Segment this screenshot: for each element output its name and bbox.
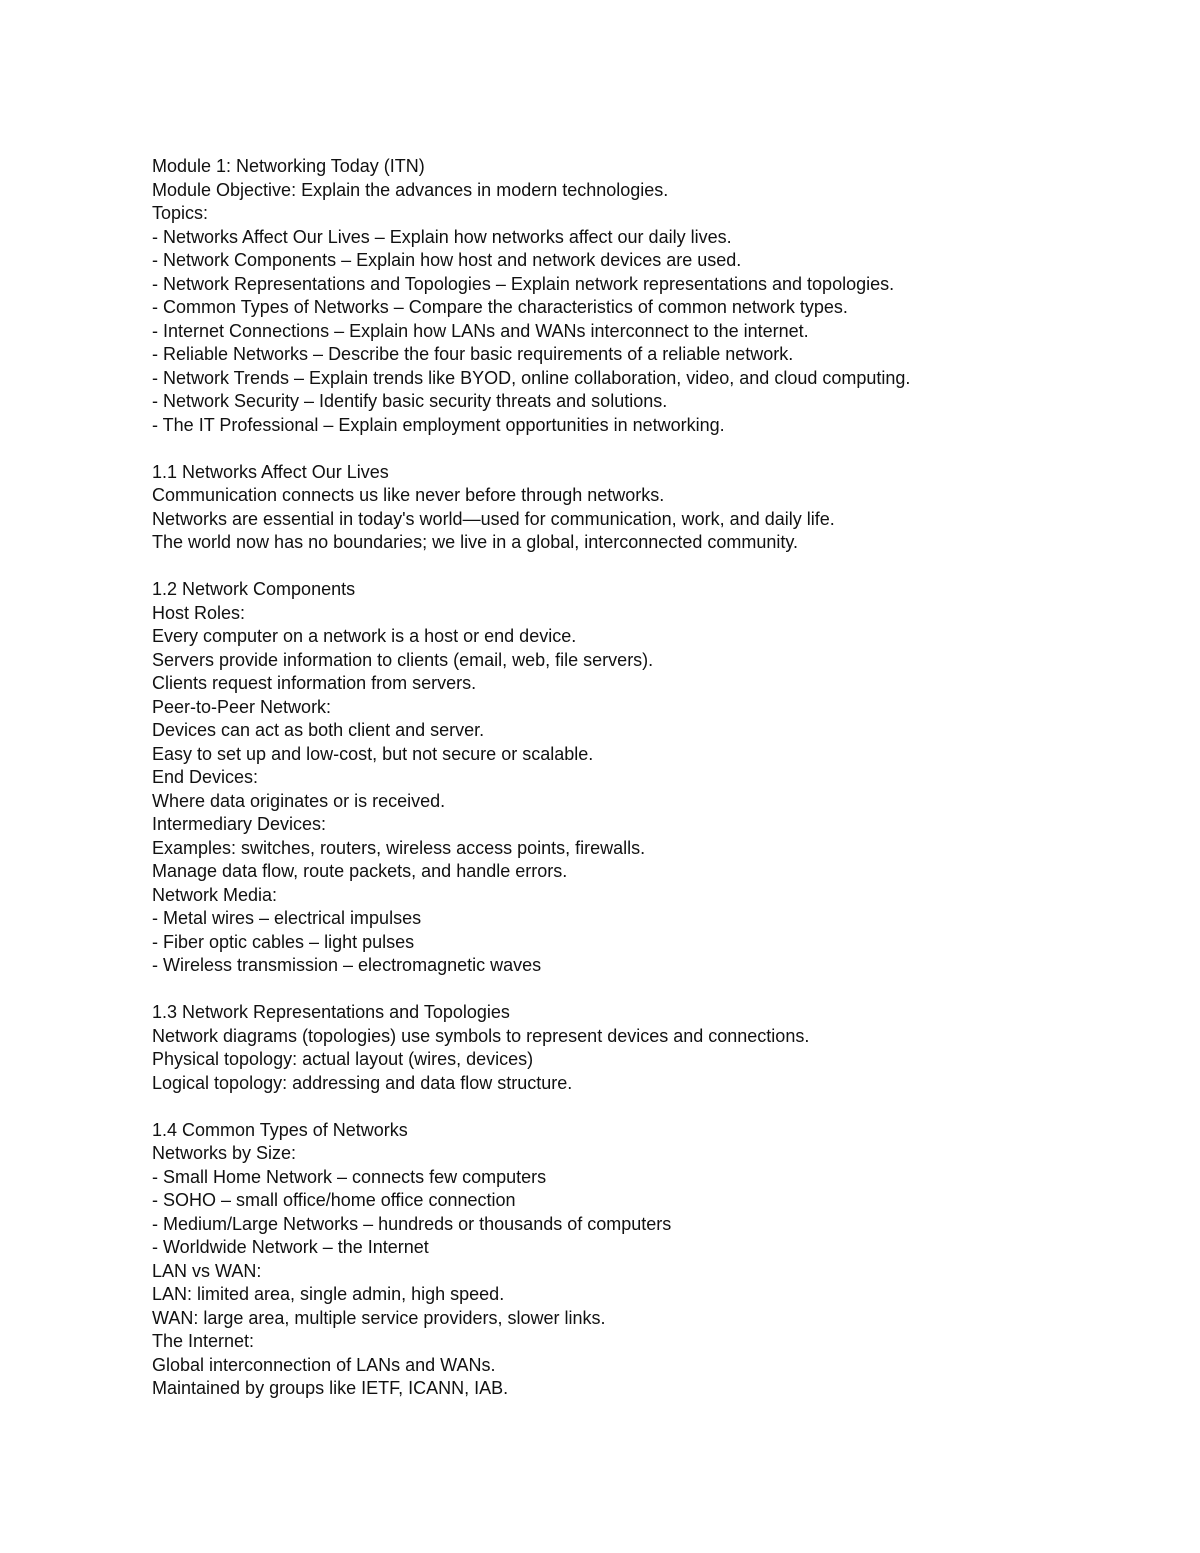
section-spacer (152, 1095, 1152, 1119)
topics-label: Topics: (152, 203, 209, 223)
section-line: WAN: large area, multiple service providers, slower links. (152, 1307, 606, 1328)
subheading: Peer-to-Peer Network: (152, 696, 332, 717)
subheading: Host Roles: (152, 602, 246, 623)
module-objective: Module Objective: Explain the advances in modern technologies. (152, 179, 669, 200)
section-line: Clients request information from servers. (152, 673, 477, 693)
section-line: Examples: switches, routers, wireless access points, firewalls. (152, 837, 646, 858)
topic-item: - Network Representations and Topologies – Explain network representations and topologies. (152, 273, 895, 294)
topic-item: - The IT Professional – Explain employment opportunities in networking. (152, 414, 725, 435)
section-line: Where data originates or is received. (152, 790, 446, 811)
section-line: Network diagrams (topologies) use symbols to represent devices and connections. (152, 1025, 810, 1046)
section-heading: 1.4 Common Types of Networks (152, 1119, 408, 1140)
section-line: Devices can act as both client and server. (152, 720, 485, 740)
section-line: Networks are essential in today's world—used for communication, work, and daily life. (152, 508, 835, 529)
list-item: - Metal wires – electrical impulses (152, 908, 422, 928)
module-title: Module 1: Networking Today (ITN) (152, 156, 425, 176)
list-item: - Wireless transmission – electromagnetic waves (152, 955, 542, 975)
topic-item: - Network Components – Explain how host and network devices are used. (152, 250, 742, 270)
section-line: Servers provide information to clients (email, web, file servers). (152, 649, 654, 670)
topic-item: - Reliable Networks – Describe the four basic requirements of a reliable network. (152, 344, 794, 364)
section-heading: 1.2 Network Components (152, 579, 356, 599)
section-line: The world now has no boundaries; we live in a global, interconnected community. (152, 532, 799, 552)
section-spacer (152, 978, 1152, 1002)
section-line: Communication connects us like never before through networks. (152, 485, 665, 505)
subheading: End Devices: (152, 767, 259, 787)
section-heading: 1.3 Network Representations and Topologies (152, 1002, 510, 1022)
list-item: - Fiber optic cables – light pulses (152, 931, 415, 952)
subheading: Network Media: (152, 884, 278, 905)
section-spacer (152, 437, 1152, 461)
list-item: - Medium/Large Networks – hundreds or thousands of computers (152, 1213, 672, 1234)
section-spacer (152, 555, 1152, 579)
list-item: - SOHO – small office/home office connection (152, 1190, 516, 1210)
section-line: Every computer on a network is a host or end device. (152, 626, 577, 646)
subheading: The Internet: (152, 1331, 255, 1351)
section-line: Physical topology: actual layout (wires, devices) (152, 1049, 534, 1069)
section-line: Global interconnection of LANs and WANs. (152, 1354, 496, 1375)
section-line: Logical topology: addressing and data flow structure. (152, 1072, 573, 1093)
document-body (152, 155, 1152, 1401)
subheading: Intermediary Devices: (152, 814, 327, 834)
section-line: LAN: limited area, single admin, high speed. (152, 1284, 505, 1304)
topic-item: - Internet Connections – Explain how LANs and WANs interconnect to the internet. (152, 320, 809, 341)
subheading: Networks by Size: (152, 1143, 297, 1163)
section-line: Maintained by groups like IETF, ICANN, IAB. (152, 1378, 509, 1398)
topic-item: - Network Security – Identify basic security threats and solutions. (152, 391, 668, 411)
list-item: - Small Home Network – connects few computers (152, 1166, 547, 1187)
list-item: - Worldwide Network – the Internet (152, 1237, 429, 1257)
topic-item: - Common Types of Networks – Compare the characteristics of common network types. (152, 297, 848, 317)
topic-item: - Networks Affect Our Lives – Explain how networks affect our daily lives. (152, 226, 732, 247)
section-line: Manage data flow, route packets, and handle errors. (152, 861, 568, 881)
section-heading: 1.1 Networks Affect Our Lives (152, 461, 389, 482)
topic-item: - Network Trends – Explain trends like BYOD, online collaboration, video, and cloud computing. (152, 367, 911, 388)
section-line: Easy to set up and low-cost, but not secure or scalable. (152, 743, 594, 764)
subheading: LAN vs WAN: (152, 1260, 262, 1281)
